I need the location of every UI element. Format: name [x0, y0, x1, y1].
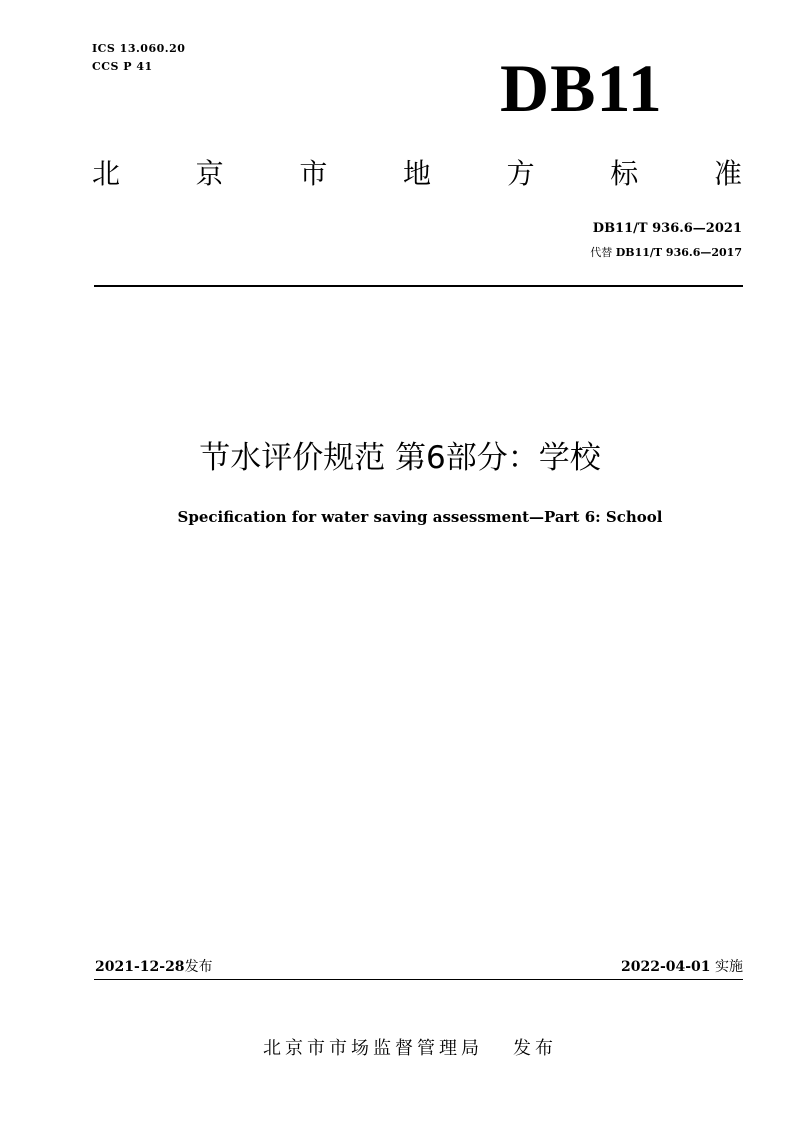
standard-type-char: 准: [713, 157, 742, 190]
footer-divider: [94, 979, 743, 980]
release-label: 发布: [184, 959, 213, 975]
release-date-line: [95, 957, 213, 977]
replaces-line: [590, 245, 742, 261]
issuer-action: 发布: [513, 1038, 557, 1059]
header-divider: [94, 285, 743, 287]
db11-logo: DB11: [500, 50, 663, 126]
classification-codes: [92, 40, 185, 76]
effective-date-line: [621, 957, 743, 977]
ics-code: ICS 13.060.20: [92, 42, 186, 55]
standard-type-char: 方: [506, 157, 535, 190]
standard-type-char: 标: [610, 157, 639, 190]
document-title-cn: 节水评价规范 第6部分：学校: [199, 440, 601, 476]
standard-type-char: 京: [195, 157, 224, 190]
effective-date: 2022-04-01: [620, 959, 711, 975]
replaces-label: 代替: [590, 246, 613, 259]
issuer-name: 北京市市场监督管理局: [263, 1038, 483, 1059]
issuer-line: [0, 1036, 800, 1062]
effective-label: 实施: [715, 959, 743, 975]
standard-number: DB11/T 936.6—2021: [592, 221, 742, 236]
ccs-code: CCS P 41: [92, 60, 153, 73]
document-title-en: Specification for water saving assessment—Part 6: School: [177, 508, 663, 526]
standard-type-char: 市: [299, 157, 328, 190]
standard-type-char: 北: [92, 157, 121, 190]
replaces-code: DB11/T 936.6—2017: [615, 246, 742, 259]
release-date: 2021-12-28: [95, 959, 185, 975]
standard-type-title: [92, 156, 742, 192]
standard-type-char: 地: [402, 157, 431, 190]
